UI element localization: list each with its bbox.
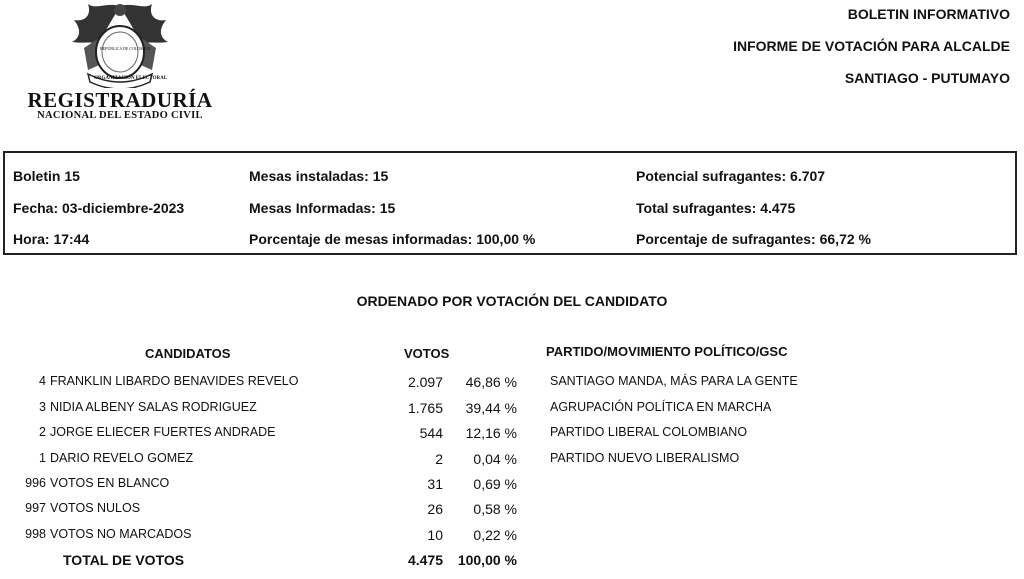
candidate-party: AGRUPACIÓN POLÍTICA EN MARCHA	[550, 400, 772, 414]
coat-of-arms-icon	[66, 0, 174, 88]
table-row	[0, 476, 1024, 501]
table-row	[0, 501, 1024, 526]
logo-subtitle: NACIONAL DEL ESTADO CIVIL	[37, 110, 203, 121]
candidate-percentage: 0,04 %	[473, 451, 517, 467]
candidate-number: 3	[39, 400, 46, 414]
table-row	[0, 425, 1024, 450]
candidates-column-header: CANDIDATOS	[145, 346, 231, 361]
candidate-votes: 2	[435, 451, 443, 467]
candidate-name: JORGE ELIECER FUERTES ANDRADE	[50, 425, 276, 439]
candidate-percentage: 0,58 %	[473, 501, 517, 517]
report-location: SANTIAGO - PUTUMAYO	[844, 70, 1010, 86]
candidate-number: 998	[25, 527, 46, 541]
logo-title: REGISTRADURÍA	[27, 88, 213, 112]
candidate-number: 2	[39, 425, 46, 439]
candidate-number: 1	[39, 451, 46, 465]
candidate-number: 997	[25, 501, 46, 515]
table-row	[0, 400, 1024, 425]
seal-text-bottom: ORGANIZACIÓN ELECTORAL	[94, 76, 168, 81]
candidate-party: PARTIDO LIBERAL COLOMBIANO	[550, 425, 748, 439]
candidate-number: 996	[25, 476, 46, 490]
candidate-votes: 26	[427, 501, 443, 517]
seal-text-top: REPÚBLICA DE COLOMBIA	[100, 46, 151, 51]
candidate-name: FRANKLIN LIBARDO BENAVIDES REVELO	[50, 374, 299, 388]
table-row	[0, 451, 1024, 476]
potential-voters: Potencial sufragantes: 6.707	[636, 168, 826, 184]
bulletin-number: Boletin 15	[13, 168, 80, 184]
candidate-name: NIDIA ALBENY SALAS RODRIGUEZ	[50, 400, 257, 414]
bulletin-info-box	[3, 151, 1017, 255]
candidate-percentage: 39,44 %	[465, 400, 517, 416]
table-row	[0, 374, 1024, 399]
candidate-name: VOTOS NULOS	[50, 501, 141, 515]
total-votes-percentage: 100,00 %	[457, 552, 517, 568]
section-title: ORDENADO POR VOTACIÓN DEL CANDIDATO	[356, 293, 668, 309]
installed-tables: Mesas instaladas: 15	[249, 168, 389, 184]
candidate-name: DARIO REVELO GOMEZ	[50, 451, 194, 465]
report-type: BOLETIN INFORMATIVO	[847, 6, 1010, 22]
candidate-percentage: 0,69 %	[473, 476, 517, 492]
candidate-percentage: 12,16 %	[465, 425, 517, 441]
reported-tables-percentage: Porcentaje de mesas informadas: 100,00 %	[249, 231, 536, 247]
candidate-votes: 10	[427, 527, 443, 543]
candidate-percentage: 0,22 %	[473, 527, 517, 543]
candidate-number: 4	[39, 374, 46, 388]
candidate-party: SANTIAGO MANDA, MÁS PARA LA GENTE	[550, 374, 798, 388]
registraduria-logo	[20, 0, 220, 125]
candidate-percentage: 46,86 %	[465, 374, 517, 390]
candidate-name: VOTOS NO MARCADOS	[50, 527, 192, 541]
votes-column-header: VOTOS	[404, 346, 450, 361]
party-column-header: PARTIDO/MOVIMIENTO POLÍTICO/GSC	[546, 344, 788, 359]
reported-tables: Mesas Informadas: 15	[249, 200, 396, 216]
voter-percentage: Porcentaje de sufragantes: 66,72 %	[636, 231, 871, 247]
total-voters: Total sufragantes: 4.475	[636, 200, 796, 216]
candidate-votes: 544	[419, 425, 443, 441]
candidate-votes: 1.765	[407, 400, 443, 416]
candidate-votes: 31	[427, 476, 443, 492]
candidate-votes: 2.097	[407, 374, 443, 390]
total-votes-label: TOTAL DE VOTOS	[63, 552, 185, 568]
table-row	[0, 527, 1024, 552]
total-votes-value: 4.475	[407, 552, 443, 568]
candidate-name: VOTOS EN BLANCO	[50, 476, 170, 490]
candidate-party: PARTIDO NUEVO LIBERALISMO	[550, 451, 740, 465]
bulletin-time: Hora: 17:44	[13, 231, 90, 247]
report-title: INFORME DE VOTACIÓN PARA ALCALDE	[733, 38, 1010, 54]
bulletin-date: Fecha: 03-diciembre-2023	[13, 200, 185, 216]
